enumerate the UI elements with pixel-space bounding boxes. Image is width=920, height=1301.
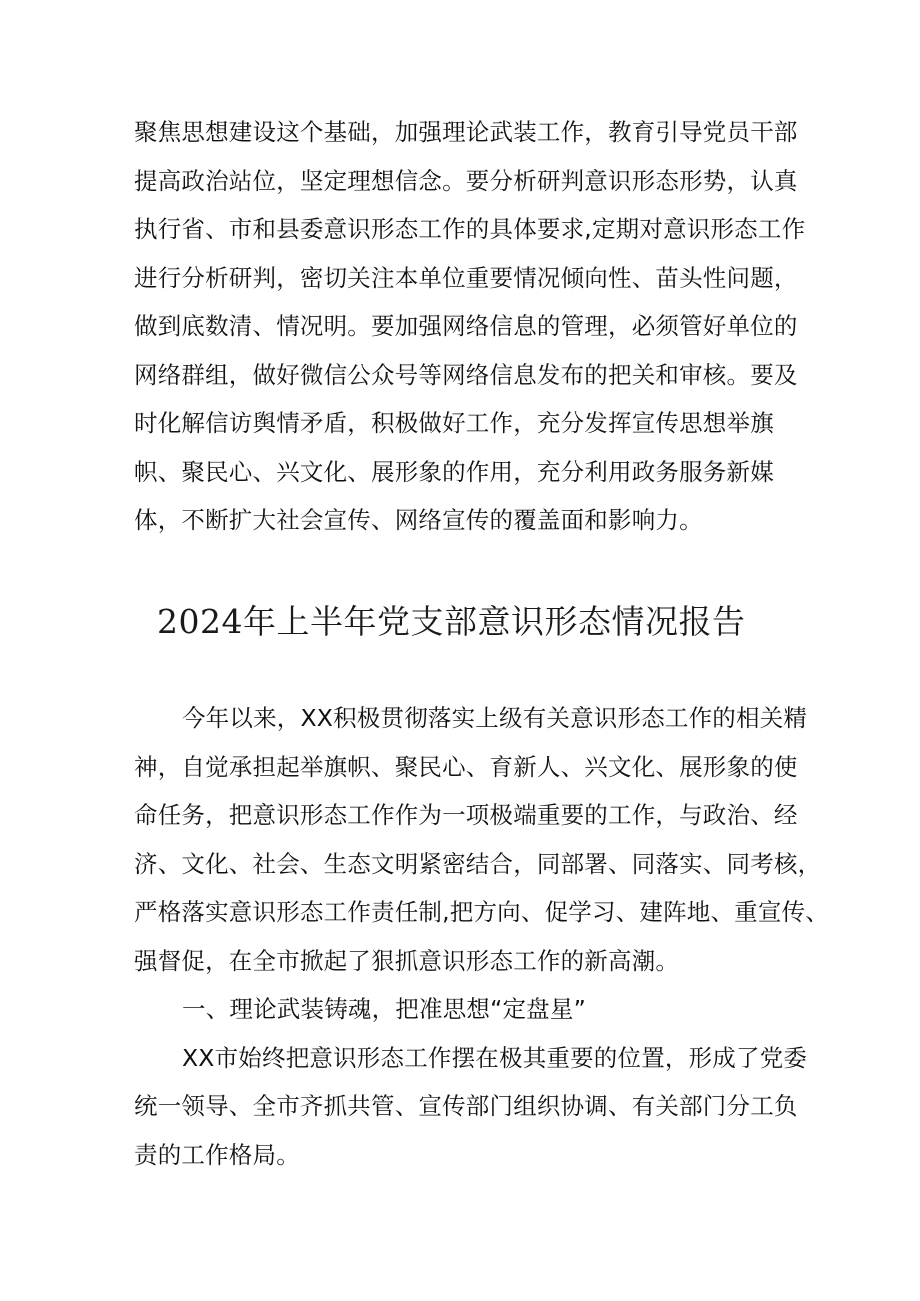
text-line: 做到底数清、情况明。要加强网络信息的管理，必须管好单位的 — [134, 312, 798, 340]
report-title: 2024年上半年党支部意识形态情况报告 — [157, 602, 746, 641]
text-line: 进行分析研判，密切关注本单位重要情况倾向性、苗头性问题， — [134, 264, 798, 292]
text-line: 神，自觉承担起举旗帜、聚民心、育新人、兴文化、展形象的使 — [134, 753, 798, 781]
section-heading: 一、理论武装铸魂，把准思想“定盘星” — [182, 995, 586, 1023]
text-line: 执行省、市和县委意识形态工作的具体要求,定期对意识形态工作 — [134, 215, 806, 243]
text-line: 聚焦思想建设这个基础，加强理论武装工作，教育引导党员干部 — [134, 118, 798, 146]
text-line: 济、文化、社会、生态文明紧密结合，同部署、同落实、同考核， — [134, 850, 822, 878]
text-line: 帜、聚民心、兴文化、展形象的作用，充分利用政务服务新媒 — [134, 458, 774, 486]
text-line: 严格落实意识形态工作责任制,把方向、促学习、建阵地、重宣传、 — [134, 898, 829, 926]
text-line: 命任务，把意识形态工作作为一项极端重要的工作，与政治、经 — [134, 801, 798, 829]
text-line: 网络群组，做好微信公众号等网络信息发布的把关和审核。要及 — [134, 361, 798, 389]
text-line: 强督促，在全市掀起了狠抓意识形态工作的新高潮。 — [134, 947, 680, 975]
text-line: 提高政治站位，坚定理想信念。要分析研判意识形态形势，认真 — [134, 167, 798, 195]
text-line: 体，不断扩大社会宣传、网络宣传的覆盖面和影响力。 — [134, 506, 703, 534]
text-line: 责的工作格局。 — [134, 1141, 300, 1169]
text-line: 时化解信访舆情矛盾，积极做好工作，充分发挥宣传思想举旗 — [134, 409, 774, 437]
text-line: 统一领导、全市齐抓共管、宣传部门组织协调、有关部门分工负 — [134, 1092, 798, 1120]
text-line: XX市始终把意识形态工作摆在极其重要的位置，形成了党委 — [182, 1044, 808, 1072]
text-line: 今年以来，XX积极贯彻落实上级有关意识形态工作的相关精 — [182, 704, 808, 732]
